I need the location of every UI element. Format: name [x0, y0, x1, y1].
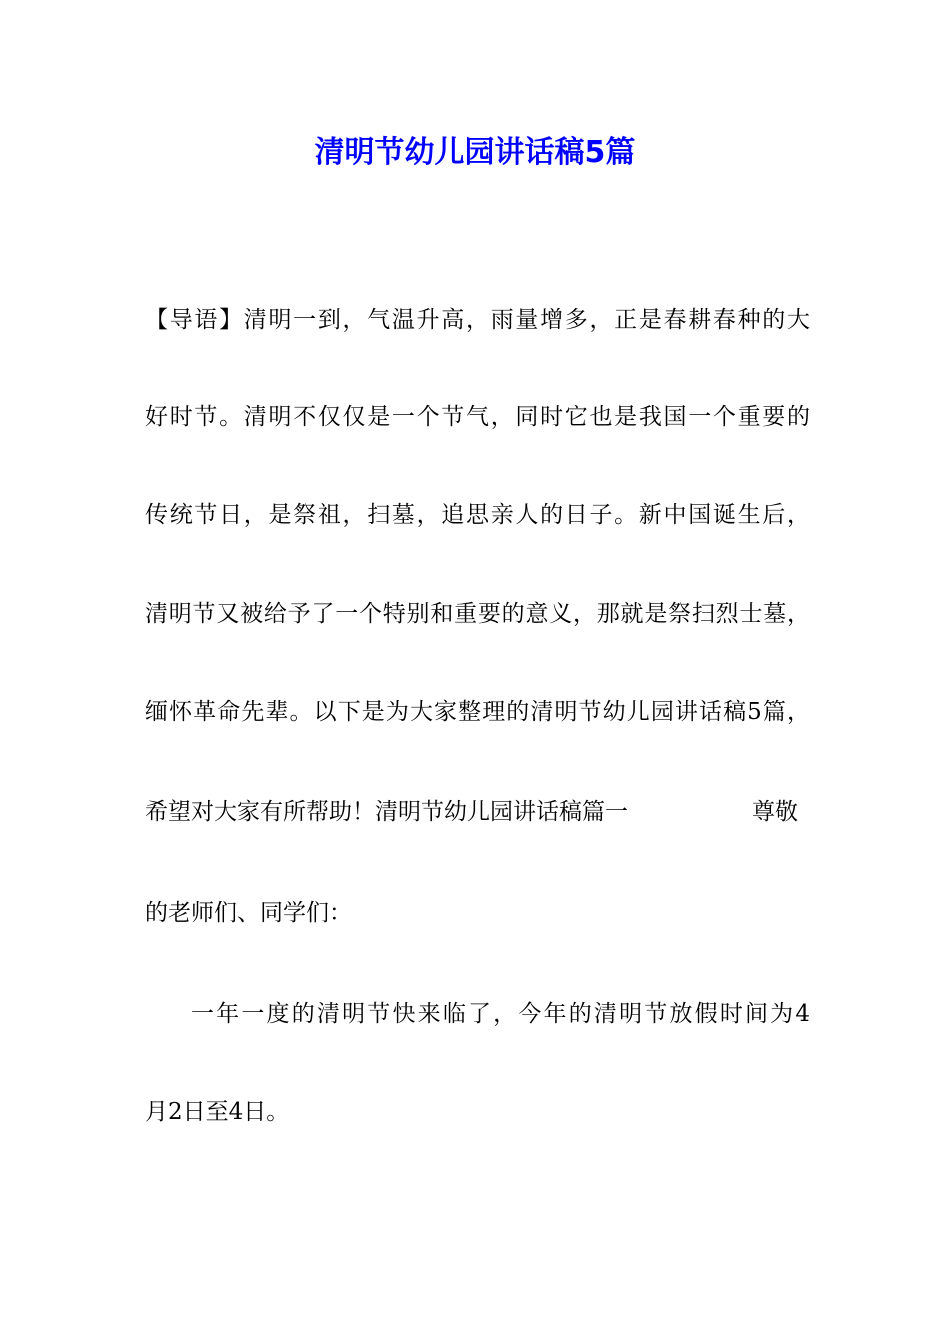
paragraph-line-2: 好时节。清明不仅仅是一个节气，同时它也是我国一个重要的 [145, 404, 810, 430]
paragraph-line-6 [145, 794, 810, 830]
paragraph-line-1: 【导语】清明一到，气温升高，雨量增多，正是春耕春种的大 [145, 307, 810, 333]
paragraph-line-6-text: 希望对大家有所帮助！清明节幼儿园讲话稿篇一 [145, 799, 628, 825]
paragraph-line-9: 月2日至4日。 [145, 1099, 290, 1125]
paragraph-line-4: 清明节又被给予了一个特别和重要的意义，那就是祭扫烈士墓， [145, 601, 810, 627]
paragraph-line-5: 缅怀革命先辈。以下是为大家整理的清明节幼儿园讲话稿5篇， [145, 699, 810, 725]
document-title: 清明节幼儿园讲话稿5篇 [314, 135, 636, 170]
paragraph-line-6-tail [752, 794, 812, 830]
paragraph-line-7: 的老师们、同学们： [145, 900, 352, 926]
paragraph-line-3: 传统节日，是祭祖，扫墓，追思亲人的日子。新中国诞生后， [145, 502, 810, 528]
paragraph-line-8: 一年一度的清明节快来临了，今年的清明节放假时间为4 [191, 1001, 810, 1027]
paragraph-line-6-tail-text: 尊敬 [752, 799, 798, 825]
